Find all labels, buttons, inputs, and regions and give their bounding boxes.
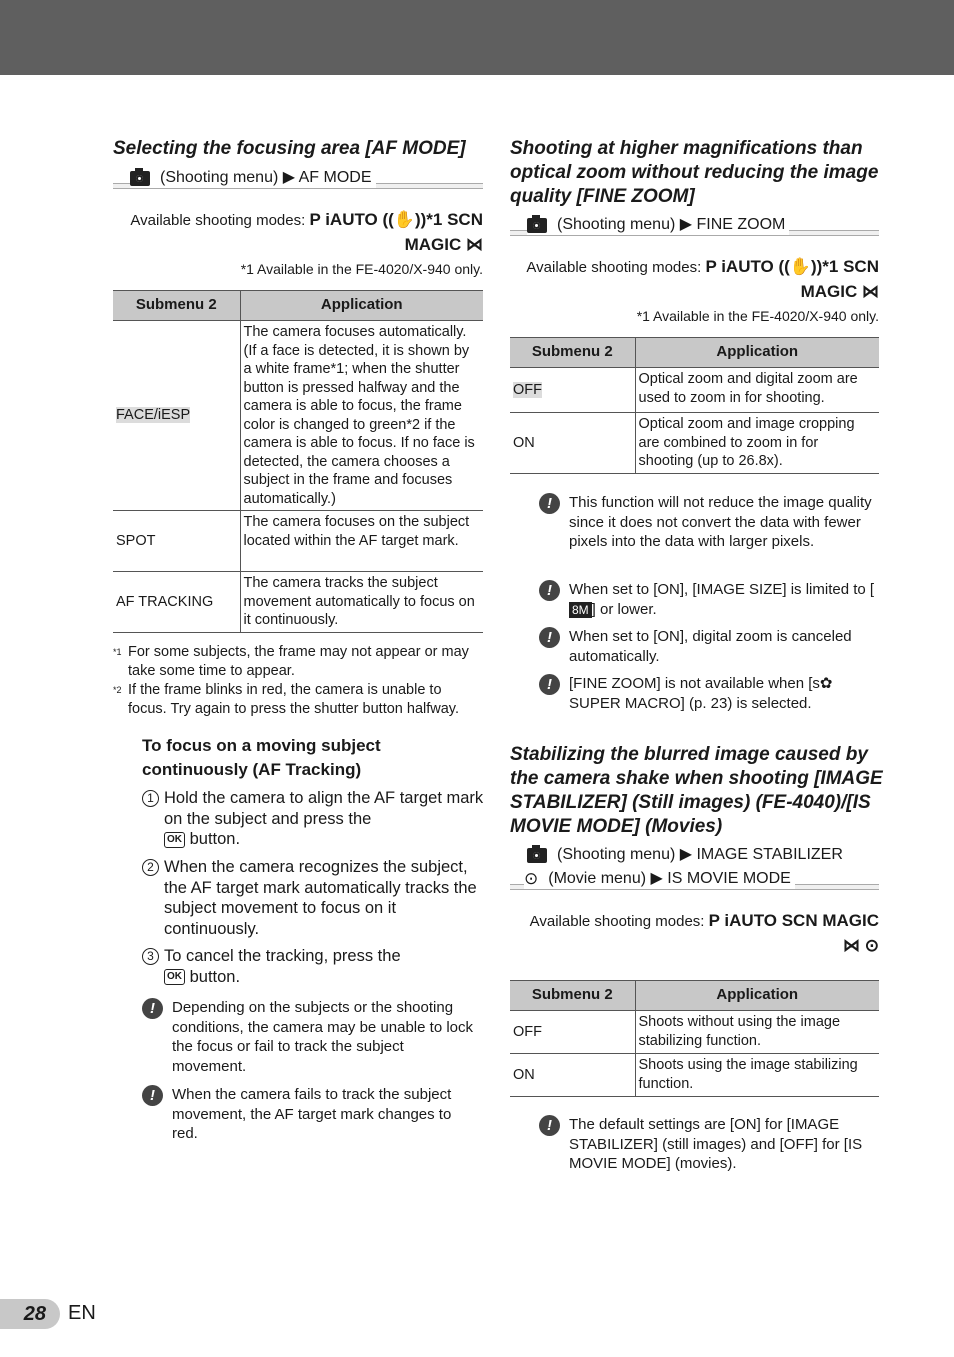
application-text: Optical zoom and digital zoom are used to zoom in for shooting.: [635, 368, 879, 413]
caution-icon: !: [539, 674, 560, 695]
application-text: Shoots without using the image stabilizing function.: [635, 1011, 879, 1054]
table-footnotes: [113, 643, 483, 719]
ok-button-icon: OK: [164, 969, 185, 985]
mode-icons: P iAUTO SCN MAGIC: [708, 911, 879, 930]
header-bar: [0, 0, 954, 75]
table-header: Application: [635, 981, 879, 1011]
modes-note: *1 Available in the FE-4020/X-940 only.: [636, 308, 879, 324]
menu-path: ⊙ (Movie menu) ▶ IS MOVIE MODE: [524, 869, 795, 889]
table-header: Application: [635, 338, 879, 368]
table-row: [113, 511, 483, 572]
available-modes: Available shooting modes: P iAUTO ((✋))*1 SCN MAGIC ⋈: [526, 257, 879, 301]
section-heading-af-mode: Selecting the focusing area [AF MODE]: [113, 138, 466, 159]
menu-path-text: (Shooting menu) ▶ AF MODE: [160, 169, 372, 186]
modes-label: Available shooting modes:: [130, 212, 306, 229]
footnote: *1 For some subjects, the frame may not appear or may take some time to appear.: [113, 644, 469, 679]
camera-icon: [527, 848, 547, 863]
af-mode-table: [113, 290, 483, 633]
application-text: The camera tracks the subject movement automatically to focus on it continuously.: [240, 572, 483, 633]
table-row: [510, 413, 879, 474]
caution-note: ! This function will not reduce the image quality since it does not convert the data with fewer pixels into the data with larger pixels.: [539, 493, 879, 552]
submenu-option: AF TRACKING: [113, 572, 240, 633]
caution-note: ! When the camera fails to track the subject movement, the AF target mark changes to red.: [142, 1085, 477, 1144]
table-row: [510, 1011, 879, 1054]
movie-icon: ⊙: [524, 869, 539, 888]
step-1: 1 Hold the camera to align the AF target mark on the subject and press the OK button.: [142, 788, 484, 850]
fine-zoom-table: [510, 337, 879, 474]
application-text: Shoots using the image stabilizing function.: [635, 1054, 879, 1097]
application-text: The camera focuses automatically. (If a face is detected, it is shown by a white frame*1; when the shutter button is pressed halfway and the camera is able to focus, the frame color is changed to green*2 if the camera is able to focus. If no face is detected, the camera chooses a subject in the frame and focuses automatically.): [240, 321, 483, 511]
mode-icons-2: ⋈ ⊙: [843, 936, 879, 955]
caution-note: ! The default settings are [ON] for [IMAGE STABILIZER] (still images) and [OFF] for [IS MOVIE MODE] (movies).: [539, 1115, 879, 1174]
page-number: 28: [0, 1299, 60, 1329]
caution-note: ! When set to [ON], [IMAGE SIZE] is limited to [8M ] or lower.: [539, 580, 879, 619]
stabilizer-table: [510, 980, 879, 1097]
tulip-macro-icon: ✿: [819, 675, 833, 692]
submenu-option: FACE/iESP: [116, 407, 191, 424]
available-modes: [113, 208, 483, 258]
table-header: Application: [240, 291, 483, 321]
step-2: 2 When the camera recognizes the subject, the AF target mark automatically tracks the subject movement to focus on it continuously.: [142, 857, 484, 939]
available-modes: Available shooting modes: P iAUTO SCN MAGIC ⋈ ⊙: [529, 911, 879, 955]
caution-note: ! [FINE ZOOM] is not available when [s✿ SUPER MACRO] (p. 23) is selected.: [539, 674, 879, 713]
camera-icon: [130, 171, 150, 186]
mode-icons: P iAUTO ((✋))*1 SCN: [705, 257, 879, 276]
table-header: Submenu 2: [113, 291, 240, 321]
modes-note: *1 Available in the FE-4020/X-940 only.: [240, 261, 483, 277]
language-label: EN: [68, 1302, 96, 1324]
caution-icon: !: [539, 580, 560, 601]
ok-button-icon: OK: [164, 832, 185, 848]
table-row: [510, 368, 879, 413]
application-text: Optical zoom and image cropping are combined to zoom in for shooting (up to 26.8x).: [635, 413, 879, 474]
submenu-option: SPOT: [113, 511, 240, 572]
caution-icon: !: [142, 1085, 163, 1106]
table-header: Submenu 2: [510, 981, 635, 1011]
footnote: *2 If the frame blinks in red, the camera is unable to focus. Try again to press the shutter button halfway.: [113, 682, 459, 717]
submenu-option: ON: [510, 1054, 635, 1097]
menu-path: [130, 168, 376, 188]
caution-note: ! Depending on the subjects or the shooting conditions, the camera may be unable to lock the focus or fail to track the subject movement.: [142, 998, 477, 1076]
camera-icon: [527, 218, 547, 233]
table-header: Submenu 2: [510, 338, 635, 368]
table-row: [510, 1054, 879, 1097]
mode-icons-2: MAGIC ⋈: [800, 282, 879, 301]
section-heading-fine-zoom: Shooting at higher magnifications than optical zoom without reducing the image quality [FINE ZOOM]: [510, 138, 879, 207]
table-row: [113, 572, 483, 633]
application-text: The camera focuses on the subject located within the AF target mark.: [240, 511, 483, 572]
caution-icon: !: [142, 998, 163, 1019]
subheading-af-tracking: To focus on a moving subject continuously (AF Tracking): [142, 736, 381, 779]
step-3: 3 To cancel the tracking, press the OK button.: [142, 946, 484, 987]
menu-path: (Shooting menu) ▶ FINE ZOOM: [527, 215, 789, 235]
caution-icon: !: [539, 1115, 560, 1136]
caution-icon: !: [539, 627, 560, 648]
caution-note: ! When set to [ON], digital zoom is canceled automatically.: [539, 627, 879, 666]
submenu-option: OFF: [513, 381, 542, 398]
submenu-option: OFF: [510, 1011, 635, 1054]
menu-path: (Shooting menu) ▶ IMAGE STABILIZER: [527, 845, 847, 865]
mode-icons-2: MAGIC ⋈: [404, 235, 483, 254]
submenu-option: ON: [510, 413, 635, 474]
mode-icons: P iAUTO ((✋))*1 SCN: [309, 210, 483, 229]
section-heading-image-stabilizer: Stabilizing the blurred image caused by the camera shake when shooting [IMAGE STABILIZER] (Still images) (FE-4040)/[IS MOVIE MODE] (Movies): [510, 744, 883, 837]
caution-icon: !: [539, 493, 560, 514]
table-row: [113, 321, 483, 511]
image-size-icon: 8M: [569, 602, 592, 618]
